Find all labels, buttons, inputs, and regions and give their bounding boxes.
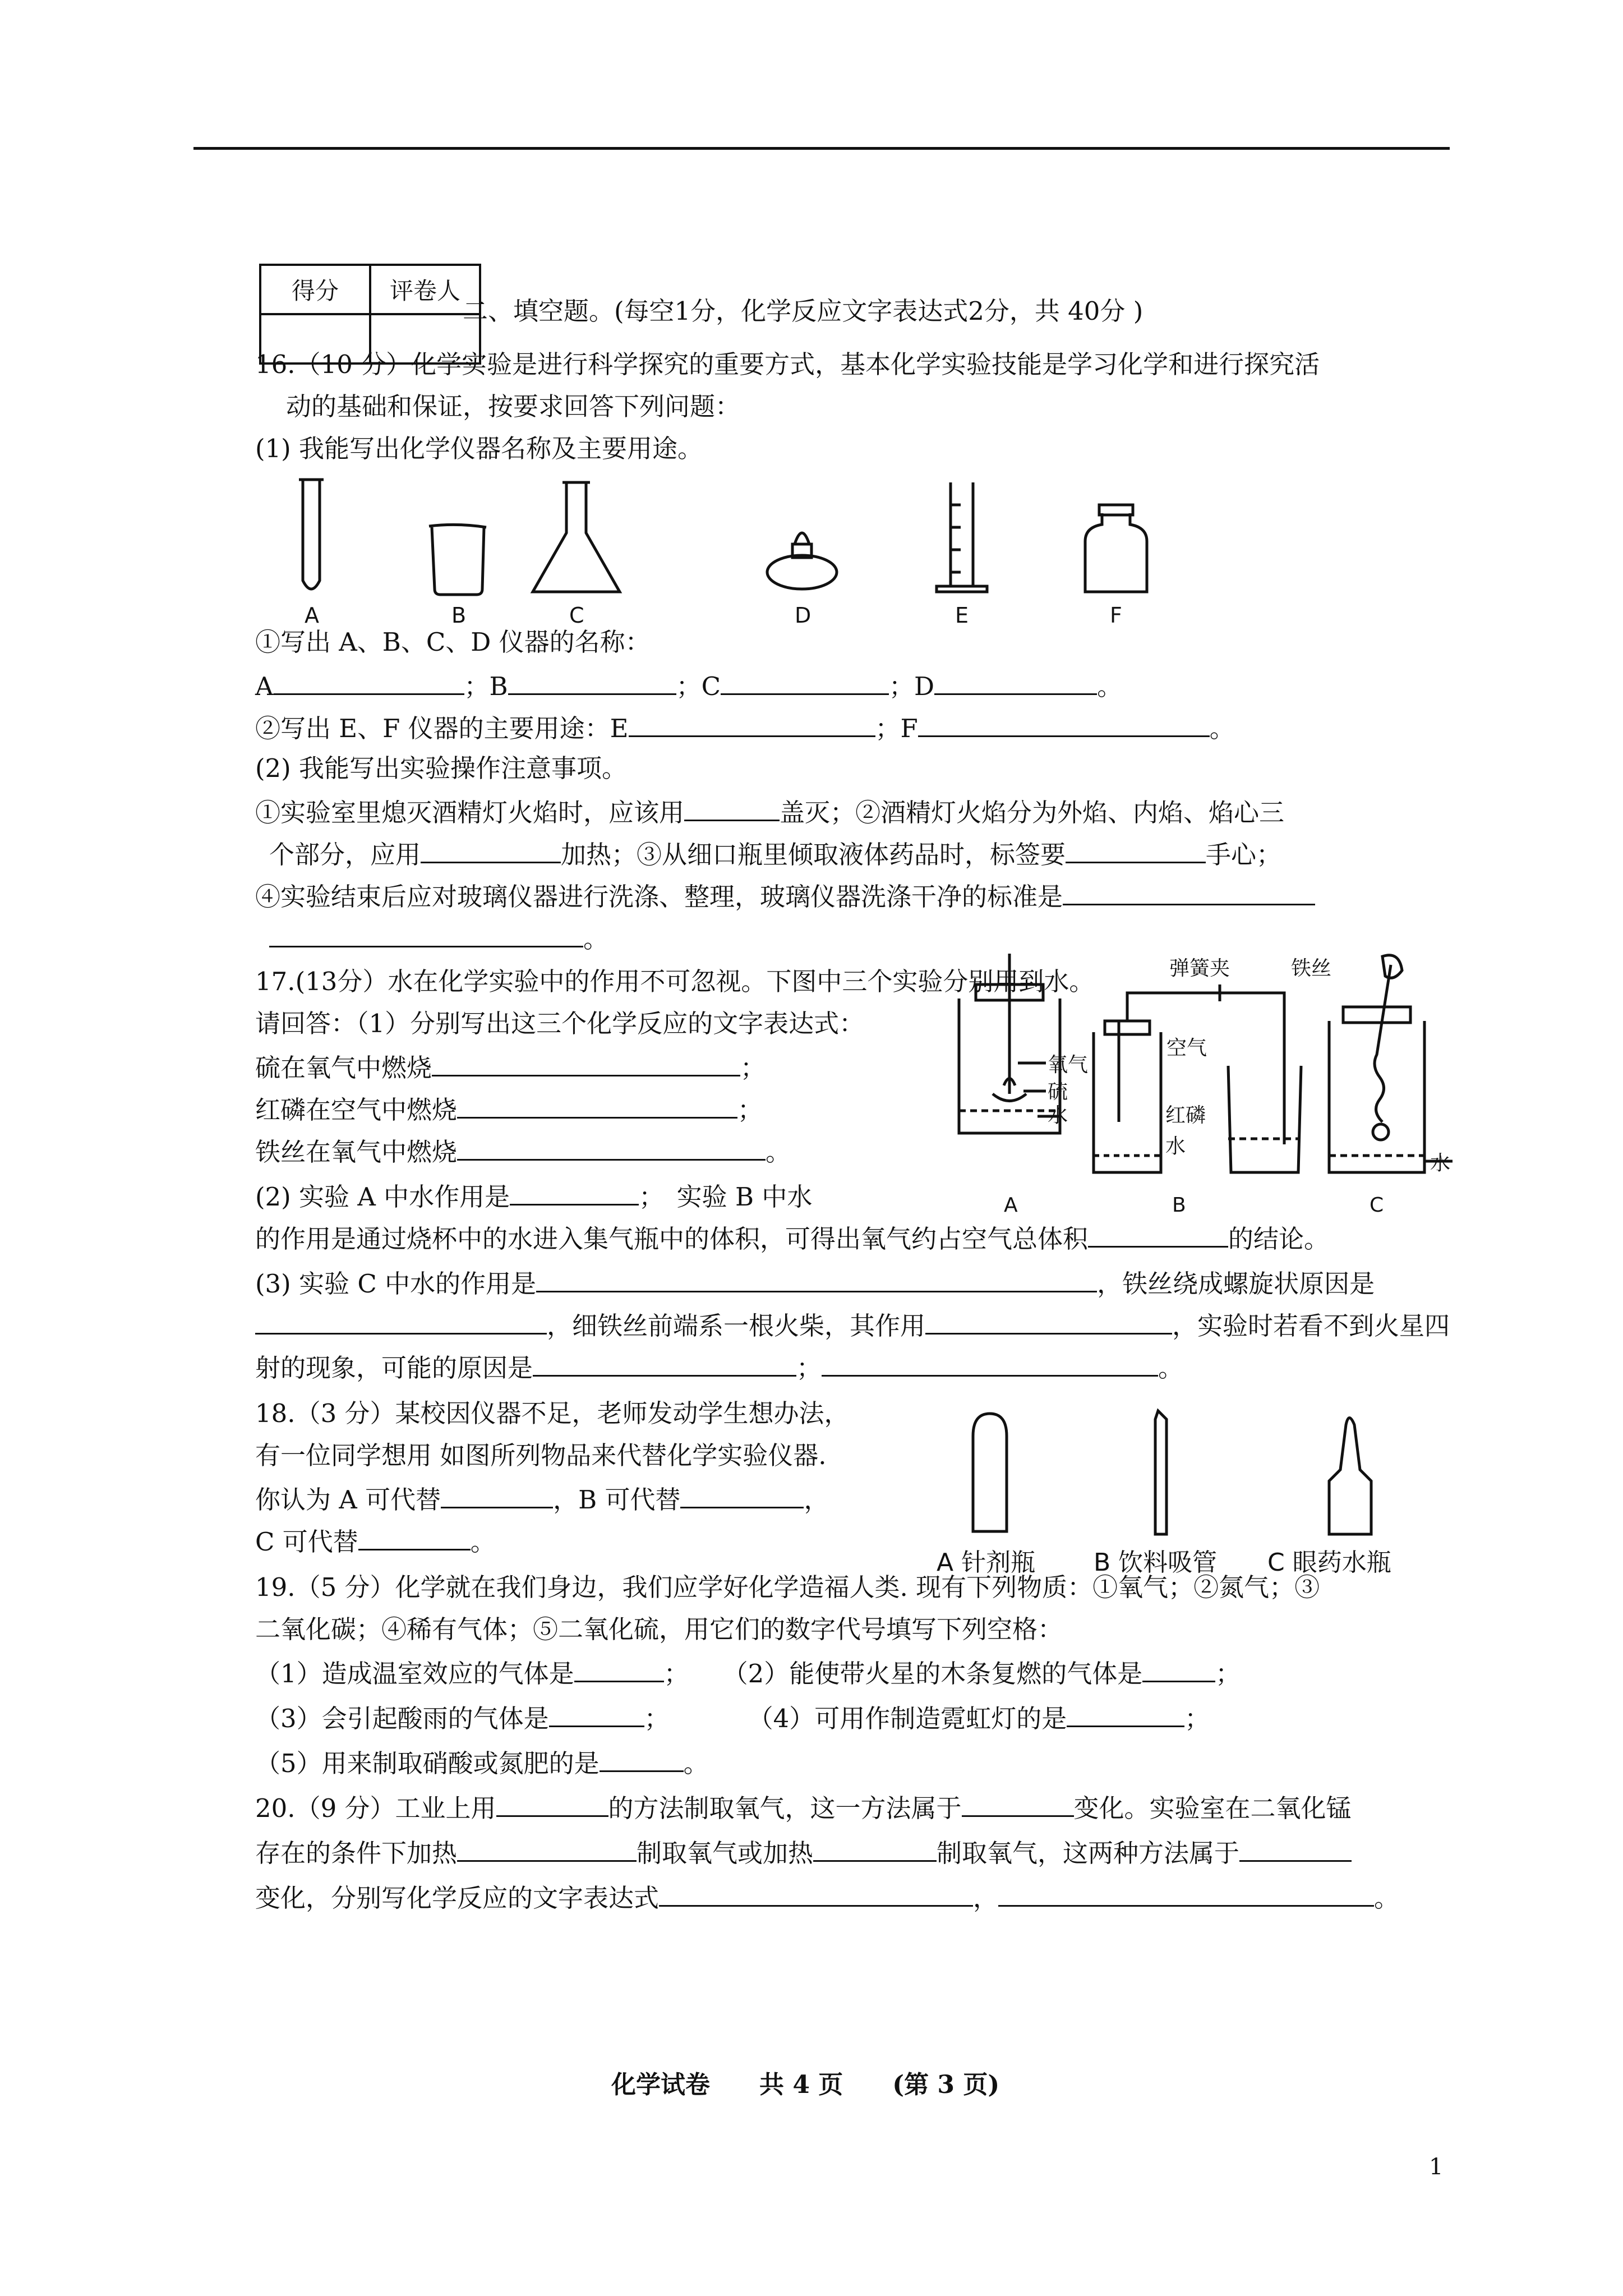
vial-figure	[973, 1414, 1007, 1531]
q19-l1: 19.（5 分）化学就在我们身边，我们应学好化学造福人类. 现有下列物质：①氧气；②氮气；③	[255, 1572, 1320, 1602]
q17-p3-c: 射的现象，可能的原因是 ； 。	[255, 1349, 1183, 1385]
q16-stem-2: 动的基础和保证，按要求回答下列问题：	[286, 392, 741, 421]
q16-part2: (2) 我能写出实验操作注意事项。	[255, 753, 628, 783]
graduated-cylinder-figure	[951, 482, 973, 586]
fig-water-b: 水	[1165, 1135, 1186, 1158]
grader-header: 评卷人	[370, 265, 480, 314]
fig-phosphorus: 红磷	[1165, 1104, 1206, 1127]
q17-ask: 请回答：（1）分别写出这三个化学反应的文字表达式：	[255, 1009, 865, 1038]
fig-clip: 弹簧夹	[1169, 957, 1230, 980]
fig-water-c: 水	[1430, 1152, 1451, 1175]
q20-l2: 存在的条件下加热 制取氧气或加热 制取氧气，这两种方法属于	[255, 1834, 1352, 1870]
fig-water-a: 水	[1048, 1104, 1068, 1127]
conical-flask-figure	[533, 482, 620, 592]
jar-b	[1094, 1032, 1161, 1172]
q17-p2-b: 的作用是通过烧杯中的水进入集气瓶中的体积，可得出氧气约占空气总体积 的结论。	[255, 1220, 1329, 1256]
q19-i5: （5）用来制取硝酸或氮肥的是 。	[255, 1745, 709, 1780]
q16-stem-1: 16.（10 分）化学实验是进行科学探究的重要方式，基本化学实验技能是学习化学和进行探究活	[255, 349, 1320, 379]
fig-label-b: B	[1172, 1194, 1186, 1217]
q17-r1: 硫在氧气中燃烧 ；	[255, 1049, 766, 1085]
q16-op3: ④实验结束后应对玻璃仪器进行洗涤、整理，玻璃仪器洗涤干净的标准是	[255, 878, 1315, 914]
q17-r3: 铁丝在氧气中燃烧 。	[255, 1133, 791, 1169]
fig-oxygen: 氧气	[1048, 1053, 1089, 1076]
q20-l1: 20.（9 分）工业上用 的方法制取氧气，这一方法属于 变化。实验室在二氧化锰	[255, 1789, 1352, 1825]
test-tube-figure	[303, 480, 320, 589]
label-f: F	[1110, 603, 1122, 628]
q16-op1: ①实验室里熄灭酒精灯火焰时，应该用 盖灭；②酒精灯火焰分为外焰、内焰、焰心三	[255, 794, 1284, 830]
score-header: 得分	[260, 265, 370, 314]
q19-l2: 二氧化碳；④稀有气体；⑤二氧化硫，用它们的数字代号填写下列空格：	[255, 1614, 1063, 1644]
section-title: 二、填空题。(每空1分，化学反应文字表达式2分，共 40分 )	[463, 296, 1144, 326]
beaker-figure	[432, 527, 484, 595]
alcohol-lamp-figure	[767, 555, 837, 589]
q18-l3: 你认为 A 可代替 ，B 可代替 ，	[255, 1481, 829, 1517]
q17-p3-b: ，细铁丝前端系一根火柴，其作用 ，实验时若看不到火星四	[255, 1307, 1450, 1343]
q19-i1-i2: （1）造成温室效应的气体是 ； （2）能使带火星的木条复燃的气体是 ；	[255, 1655, 1241, 1691]
label-b: B	[451, 603, 467, 628]
item-b-label: B 饮料吸管	[1094, 1548, 1218, 1576]
fig-label-c: C	[1370, 1194, 1384, 1217]
q18-l2: 有一位同学想用 如图所列物品来代替化学实验仪器.	[255, 1441, 827, 1470]
q17-stem: 17.(13分）水在化学实验中的作用不可忽视。下图中三个实验分别用到水。	[255, 967, 1095, 996]
water-experiments-figure	[925, 954, 1453, 1245]
page-number: 1	[1429, 2154, 1444, 2180]
q16-names-answers: A ；B ；C ；D 。	[255, 668, 1122, 703]
q17-p2-a: (2) 实验 A 中水作用是 ； 实验 B 中水	[255, 1178, 812, 1214]
label-e: E	[955, 603, 969, 628]
label-d: D	[795, 603, 811, 628]
q20-l3: 变化，分别写化学反应的文字表达式 ， 。	[255, 1879, 1399, 1915]
item-c-label: C 眼药水瓶	[1267, 1548, 1391, 1576]
q17-r2: 红磷在空气中燃烧 ；	[255, 1091, 763, 1127]
q17-p3-a: (3) 实验 C 中水的作用是 ，铁丝绕成螺旋状原因是	[255, 1265, 1375, 1301]
top-rule	[193, 147, 1450, 150]
fig-air: 空气	[1166, 1037, 1207, 1060]
q16-part1: (1) 我能写出化学仪器名称及主要用途。	[255, 434, 703, 463]
eye-drop-bottle-figure	[1329, 1418, 1371, 1535]
jar-c	[1329, 1021, 1424, 1172]
q16-names-question: ①写出 A、B、C、D 仪器的名称：	[255, 627, 651, 657]
label-c: C	[569, 603, 584, 628]
q19-i3-i4: （3）会引起酸雨的气体是 ； （4）可用作制造霓虹灯的是 ；	[255, 1700, 1210, 1736]
instrument-figures	[255, 471, 1237, 628]
straw-figure	[1155, 1411, 1166, 1534]
q16-op4: 。	[269, 920, 608, 956]
fig-label-a: A	[1004, 1194, 1018, 1217]
q16-op2: 个部分，应用 加热；③从细口瓶里倾取液体药品时，标签要 手心；	[269, 836, 1281, 872]
item-a-label: A 针剂瓶	[937, 1548, 1036, 1576]
page-footer: 化学试卷 共 4 页 (第 3 页)	[611, 2070, 1000, 2099]
label-a: A	[305, 603, 319, 628]
q18-l4: C 可代替 。	[255, 1523, 496, 1559]
beaker-b	[1228, 1066, 1301, 1172]
substitute-items-figure	[920, 1408, 1447, 1576]
fig-sulfur: 硫	[1048, 1080, 1068, 1103]
q18-l1: 18.（3 分）某校因仪器不足，老师发动学生想办法，	[255, 1398, 850, 1428]
fig-iron: 铁丝	[1291, 957, 1332, 980]
q16-uses-answers: ②写出 E、F 仪器的主要用途：E ；F 。	[255, 710, 1235, 746]
reagent-bottle-figure	[1085, 513, 1147, 592]
